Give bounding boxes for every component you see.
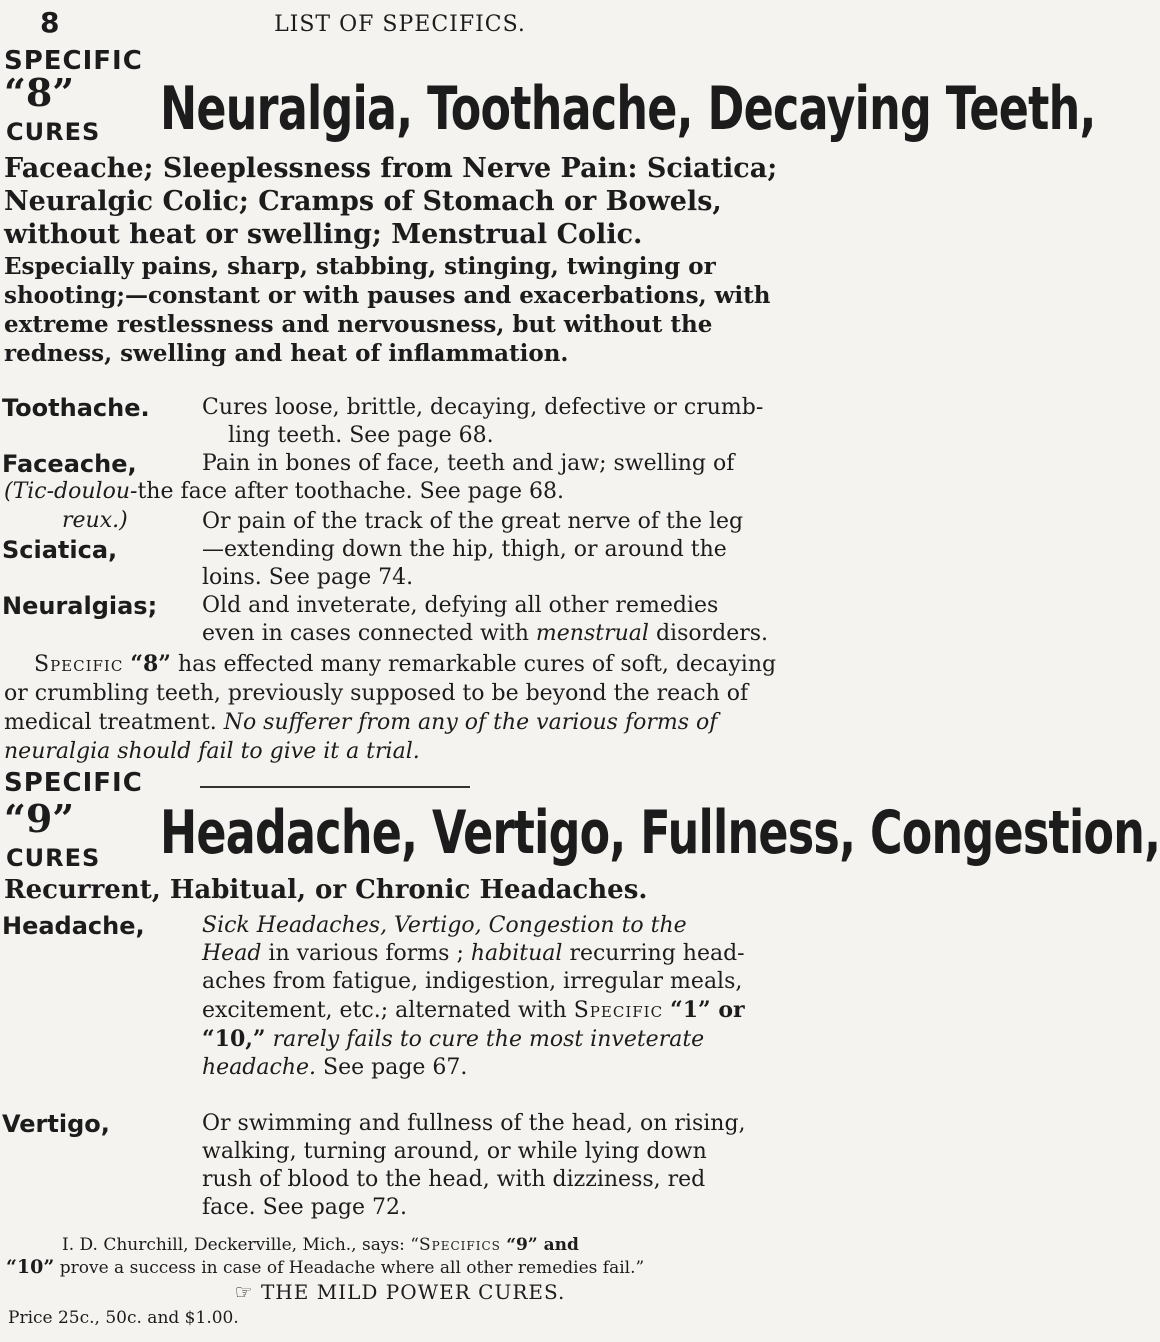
specific-label: SPECIFIC: [4, 46, 143, 76]
price-line: Price 25c., 50c. and $1.00.: [8, 1308, 239, 1328]
entry-term: Sciatica,: [2, 536, 118, 564]
faceache-italic-cont: reux.): [62, 508, 128, 533]
bold-intro: Faceache; Sleeplessness from Nerve Pain: Sciatica; Neuralgic Colic; Cramps of Stomach or Bowels, without heat or swelling; Menstrual Colic.: [4, 153, 778, 250]
bold-intro: Recurrent, Habitual, or Chronic Headaches.: [4, 875, 648, 905]
page-number: 8: [40, 6, 60, 39]
page-header: [40, 6, 760, 40]
entry-term: Neuralgias;: [2, 592, 158, 620]
specific-number: “8”: [4, 70, 75, 115]
specific-number: “9”: [4, 796, 75, 841]
pointing-hand-icon: ☞: [234, 1280, 254, 1304]
entry-toothache: Toothache. Cures loose, brittle, decaying, defective or crumb- ling teeth. See page 68.: [2, 394, 764, 448]
section-heading: Neuralgia, Toothache, Decaying Teeth,: [160, 74, 1096, 144]
divider-rule: [200, 786, 470, 788]
entry-vertigo: Vertigo, Or swimming and fullness of the head, on rising, walking, turning around, or while lying down rush of blood to the head, with dizziness, red face. See page 72.: [2, 1110, 746, 1220]
testimonial: I. D. Churchill, Deckerville, Mich., says: “Specifics “9” and “10” prove a success in case of Headache where all other remedies fail.”: [6, 1235, 645, 1278]
mild-power-line: ☞ THE MILD POWER CURES.: [234, 1280, 566, 1304]
entry-term: Faceache,: [2, 450, 137, 478]
entry-term: Toothache.: [2, 394, 150, 422]
cures-label: CURES: [6, 118, 101, 146]
entry-faceache: Faceache, Pain in bones of face, teeth and jaw; swelling of (Tic-doulou-the face after toothache. See page 68.: [2, 450, 735, 504]
specific-label: SPECIFIC: [4, 768, 143, 798]
entry-term: Vertigo,: [2, 1110, 110, 1138]
specific8-paragraph: Specific “8” has effected many remarkable cures of soft, decaying or crumbling teeth, previously supposed to be beyond the reach of medical treatment. No sufferer from any of the various forms of neuralgia should fail to give it a trial.: [4, 651, 777, 764]
entry-headache: Headache, Sick Headaches, Vertigo, Congestion to the Head in various forms ; habitual recurring head- aches from fatigue, indigestion, irregular meals, excitement, etc.; alternated with Specific “1” or “10,” rarely fails to cure the most inveterate headache. See page 67.: [2, 912, 745, 1080]
bold-description: Especially pains, sharp, stabbing, stinging, twinging or shooting;—constant or with pauses and exacerbations, with extreme restlessness and nervousness, but without the redness, swelling and heat of inflammation.: [4, 253, 771, 367]
entry-sciatica: Or pain of the track of the great nerve of the leg Sciatica, —extending down the hip, thigh, or around the loins. See page 74.: [2, 509, 744, 590]
page-title: LIST OF SPECIFICS.: [274, 12, 526, 37]
cures-label: CURES: [6, 844, 101, 872]
section-heading: Headache, Vertigo, Fullness, Congestion,: [160, 798, 1160, 868]
entry-neuralgias: Neuralgias; Old and inveterate, defying all other remedies even in cases connected with menstrual disorders.: [2, 592, 769, 646]
entry-term: Headache,: [2, 912, 145, 940]
